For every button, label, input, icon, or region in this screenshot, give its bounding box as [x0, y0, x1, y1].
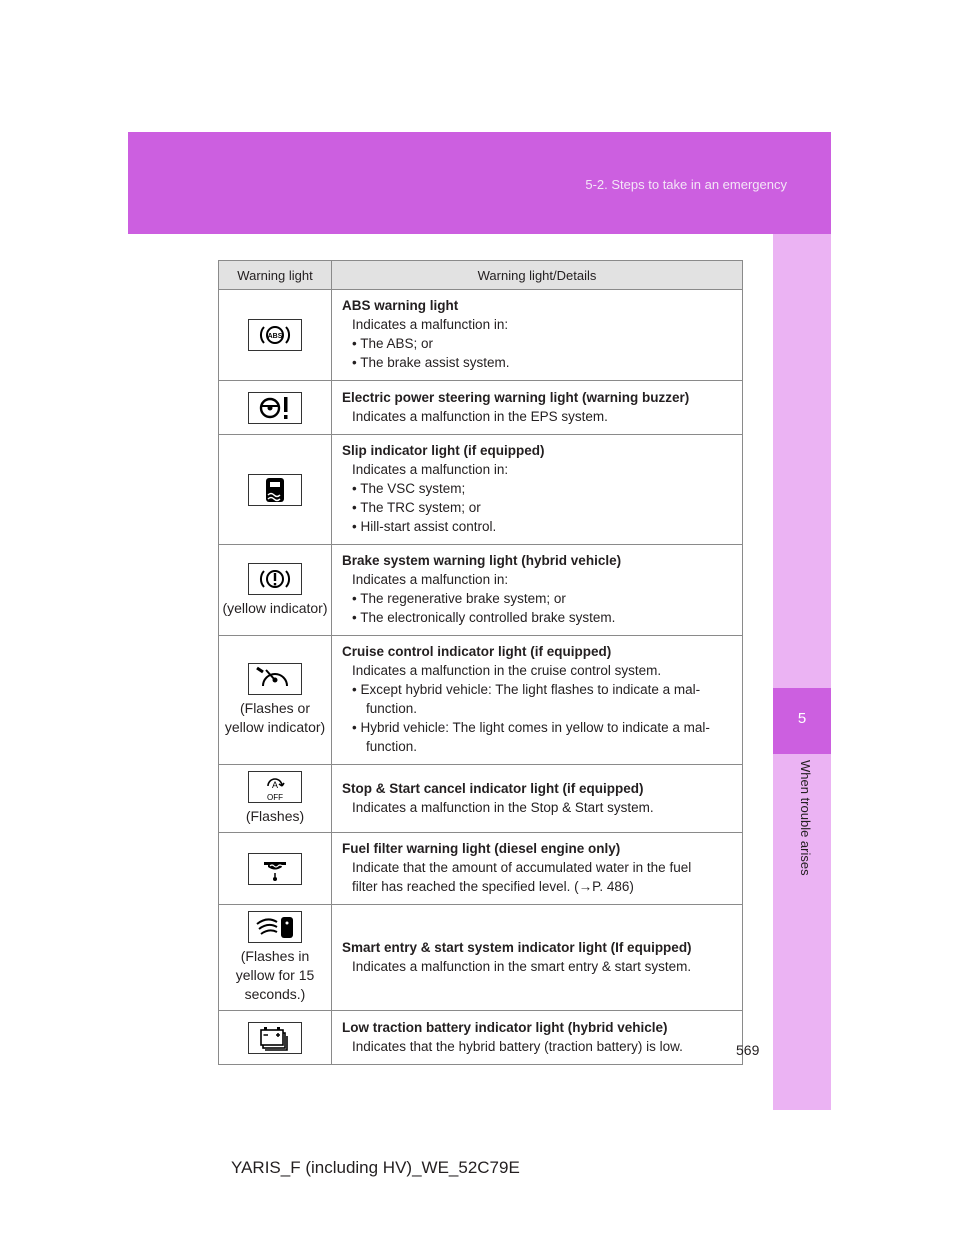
table-row: [219, 545, 743, 636]
stop-start-icon-label: OFF: [267, 793, 283, 802]
table-row: [219, 636, 743, 765]
eps-icon: [248, 392, 302, 424]
list-item: • Hill-start assist control.: [352, 519, 497, 534]
detail-cell: [332, 833, 743, 905]
warning-title: Fuel filter warning light (diesel engine only): [342, 841, 621, 856]
table-row: [219, 833, 743, 905]
detail-cell: [332, 1011, 743, 1065]
warning-title: Smart entry & start system indicator light (If equipped): [342, 939, 692, 955]
icon-note: (yellow indicator): [222, 599, 328, 616]
detail-cell: [332, 381, 743, 435]
document-footer: YARIS_F (including HV)_WE_52C79E: [231, 1158, 520, 1177]
slip-icon: [248, 474, 302, 506]
icon-note: (Flashes): [245, 808, 305, 824]
brake-icon: [248, 563, 302, 595]
icon-cell: [219, 545, 332, 636]
section-title: 5-2. Steps to take in an emergency: [585, 177, 787, 192]
abs-icon: [248, 319, 302, 351]
table-header-row: [219, 261, 743, 290]
list-item: function.: [366, 701, 418, 716]
warning-title: Slip indicator light (if equipped): [342, 443, 545, 458]
side-tab-number-band: [773, 688, 831, 754]
chapter-number: 5: [797, 710, 807, 727]
list-item: function.: [366, 739, 418, 754]
warning-description: Indicates a malfunction in the cruise control system.: [352, 663, 662, 678]
icon-cell: [219, 636, 332, 765]
list-item: • Except hybrid vehicle: The light flashes to indicate a mal-: [352, 682, 701, 697]
icon-cell: [219, 833, 332, 905]
icon-note: (Flashes or yellow indicator): [224, 700, 326, 735]
icon-cell: [219, 905, 332, 1011]
detail-cell: [332, 636, 743, 765]
header-band: [128, 132, 831, 234]
icon-cell: [219, 381, 332, 435]
detail-cell: [332, 435, 743, 545]
warning-title: Stop & Start cancel indicator light (if equipped): [342, 780, 644, 796]
warning-title: ABS warning light: [342, 298, 459, 313]
icon-cell: [219, 290, 332, 381]
chapter-label: When trouble arises: [798, 760, 813, 876]
stop-start-icon: [248, 771, 302, 803]
warning-description: Indicates a malfunction in:: [352, 572, 509, 587]
warning-title: Electric power steering warning light (warning buzzer): [342, 389, 690, 405]
detail-cell: [332, 290, 743, 381]
detail-cell: [332, 905, 743, 1011]
detail-cell: [332, 765, 743, 833]
warning-description: Indicates a malfunction in:: [352, 317, 509, 332]
table-row: [219, 905, 743, 1011]
warning-description: Indicate that the amount of accumulated water in the fuel: [352, 860, 692, 875]
warning-title: Cruise control indicator light (if equipped): [342, 644, 612, 659]
list-item: • The TRC system; or: [352, 500, 481, 515]
warning-title: Low traction battery indicator light (hybrid vehicle): [342, 1019, 668, 1035]
warning-light-table: [218, 260, 743, 1065]
smart-key-icon: [248, 911, 302, 943]
cruise-icon: [248, 663, 302, 695]
svg-text:ABS: ABS: [267, 333, 283, 340]
table-row: [219, 1011, 743, 1065]
fuel-filter-icon: [248, 853, 302, 885]
list-item: • The regenerative brake system; or: [352, 591, 566, 606]
list-item: • Hybrid vehicle: The light comes in yellow to indicate a mal-: [352, 720, 710, 735]
column-header-light: Warning light: [219, 261, 332, 290]
warning-description: Indicates a malfunction in the smart entry & start system.: [352, 958, 692, 974]
table-row: [219, 290, 743, 381]
battery-icon: [248, 1022, 302, 1054]
icon-note: (Flashes in yellow for 15 seconds.): [235, 948, 315, 1002]
icon-cell: [219, 1011, 332, 1065]
table-row: [219, 765, 743, 833]
warning-description: Indicates that the hybrid battery (traction battery) is low.: [352, 1038, 683, 1054]
icon-cell: [219, 765, 332, 833]
table-row: [219, 381, 743, 435]
table-row: [219, 435, 743, 545]
warning-description: Indicates a malfunction in the EPS system.: [352, 408, 608, 424]
svg-text:A: A: [271, 780, 279, 790]
detail-cell: [332, 545, 743, 636]
side-tab-strip: [773, 234, 831, 1110]
icon-cell: [219, 435, 332, 545]
list-item: filter has reached the specified level. (→P. 486): [352, 879, 634, 894]
list-item: • The electronically controlled brake system.: [352, 610, 616, 625]
warning-title: Brake system warning light (hybrid vehicle): [342, 553, 622, 568]
column-header-details: Warning light/Details: [332, 261, 743, 290]
list-item: • The brake assist system.: [352, 355, 510, 370]
page-number: 569: [736, 1042, 760, 1058]
warning-description: Indicates a malfunction in:: [352, 462, 509, 477]
list-item: • The ABS; or: [352, 336, 434, 351]
list-item: • The VSC system;: [352, 481, 466, 496]
warning-description: Indicates a malfunction in the Stop & Start system.: [352, 799, 654, 815]
